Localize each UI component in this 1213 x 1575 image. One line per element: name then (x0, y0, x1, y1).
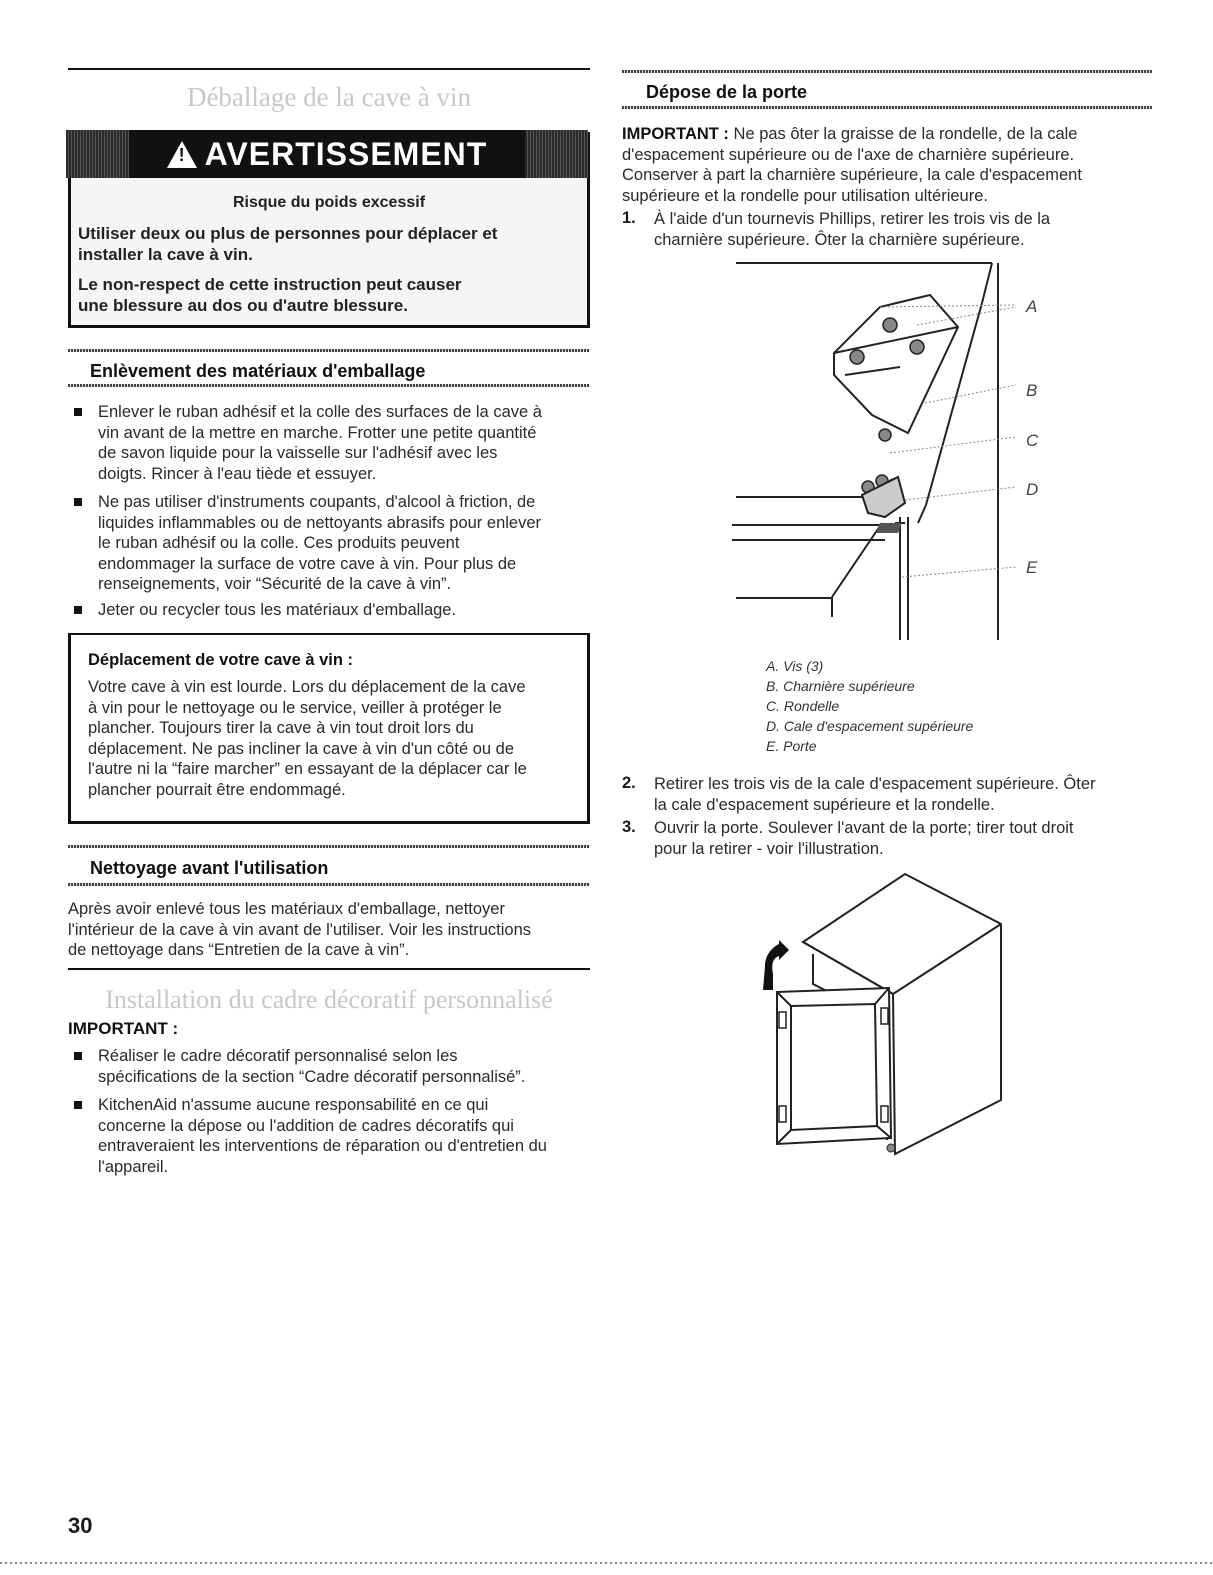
hinge-diagram (720, 255, 1050, 645)
cleaning-text: Après avoir enlevé tous les matériaux d'emballage, nettoyer l'intérieur de la cave à vin avant de l'utiliser. Voir les instructions de nettoyage dans “Entretien de la cave à vin”. (68, 900, 532, 959)
heading-depose-porte: Dépose de la porte (646, 82, 808, 102)
warning-line-4: une blessure au dos ou d'autre blessure. (78, 296, 408, 315)
warning-line-1: Utiliser deux ou plus de personnes pour déplacer et (78, 224, 498, 243)
page-bottom-border (0, 1562, 1213, 1564)
rule-installation (68, 968, 590, 970)
step-number: 2. (622, 774, 636, 792)
divider (622, 70, 1152, 73)
warning-line-3: Le non-respect de cette instruction peut causer (78, 275, 462, 294)
bullet-icon (74, 1052, 82, 1060)
step-number: 3. (622, 818, 636, 836)
diagram-captions: A. Vis (3) B. Charnière supérieure C. Rondelle D. Cale d'espacement supérieure E. Porte (766, 658, 974, 754)
divider (68, 883, 590, 886)
diagram-label: E (1026, 558, 1038, 577)
bullet-icon (74, 606, 82, 614)
warning-banner-label (129, 130, 525, 178)
bullet-icon (74, 408, 82, 416)
moving-note-text: Votre cave à vin est lourde. Lors du déplacement de la cave à vin pour le nettoyage ou le service, veiller à protéger le plancher. Toujours tirer la cave à vin tout droit lors du déplacement. Ne pas incliner la cave à vin d'un côté ou de l'autre ni la “faire marcher” en essayant de la déplacer car le plancher pourrait être endommagé. (88, 678, 527, 799)
bullet-text: KitchenAid n'assume aucune responsabilité en ce qui concerne la dépose ou l'addition de cadres décoratifs qui entraveraient les interventions de réparation ou d'entretien du l'appareil. (98, 1096, 547, 1176)
important-label: IMPORTANT : (68, 1019, 179, 1038)
step-number: 1. (622, 209, 636, 227)
heading-deplacement: Déplacement de votre cave à vin : (88, 651, 354, 669)
divider (68, 384, 590, 387)
bullet-text: Enlever le ruban adhésif et la colle des surfaces de la cave à vin avant de la mettre en marche. Frotter une petite quantité de savon liquide pour la vaisselle sur l'adhésif avec les doigts. Rincer à l'eau tiède et essuyer. (98, 403, 542, 483)
door-removal-diagram (755, 870, 1035, 1160)
warning-risk: Risque du poids excessif (232, 194, 426, 211)
step-text: Retirer les trois vis de la cale d'espacement supérieure. Ôter la cale d'espacement supérieure et la rondelle. (654, 775, 1096, 814)
bullet-text: Réaliser le cadre décoratif personnalisé selon les spécifications de la section “Cadre décoratif personnalisé”. (98, 1047, 526, 1086)
diagram-label: A (1026, 297, 1038, 316)
divider (68, 845, 590, 848)
heading-enlevement: Enlèvement des matériaux d'emballage (90, 361, 426, 381)
divider (68, 349, 590, 352)
step-text: Ouvrir la porte. Soulever l'avant de la porte; tirer tout droit pour la retirer - voir l'illustration. (654, 819, 1074, 858)
warning-triangle-icon (167, 141, 197, 168)
warning-banner (66, 130, 588, 178)
bullet-text: Ne pas utiliser d'instruments coupants, d'alcool à friction, de liquides inflammables ou de nettoyants abrasifs pour enlever le ruban adhésif ou la colle. Ces produits peuvent endommager la surface de votre cave à vin. Pour plus de renseignements, voir “Sécurité de la cave à vin”. (98, 493, 542, 593)
diagram-label: C (1026, 431, 1039, 450)
divider (622, 106, 1152, 109)
warning-line-2: installer la cave à vin. (78, 245, 253, 264)
diagram-label: B (1026, 381, 1038, 400)
bullet-icon (74, 1101, 82, 1109)
page-number: 30 (68, 1513, 93, 1538)
important-paragraph: IMPORTANT : Ne pas ôter la graisse de la rondelle, de la cale d'espacement supérieure ou de l'axe de charnière supérieure. Conserver à part la charnière supérieure, la cale d'espacement supérieure et la rondelle pour utilisation ultérieure. (622, 125, 1082, 205)
diagram-label: D (1026, 480, 1039, 499)
top-rule-left (68, 68, 590, 70)
bullet-icon (74, 498, 82, 506)
title-deballage: Déballage de la cave à vin (186, 82, 472, 112)
title-installation: Installation du cadre décoratif personnalisé (105, 985, 553, 1014)
step-text: À l'aide d'un tournevis Phillips, retirer les trois vis de la charnière supérieure. Ôter la charnière supérieure. (654, 210, 1051, 249)
bullet-text: Jeter ou recycler tous les matériaux d'emballage. (98, 601, 457, 619)
warning-title: AVERTISSEMENT (204, 135, 488, 172)
heading-nettoyage: Nettoyage avant l'utilisation (90, 858, 329, 878)
